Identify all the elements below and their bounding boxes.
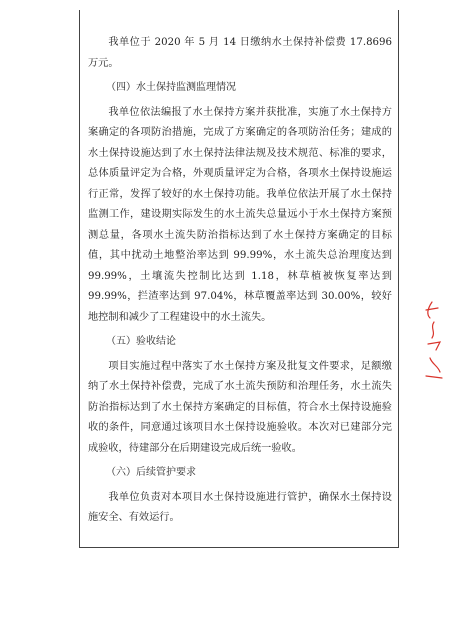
section-monitoring <box>88 78 392 328</box>
section-paragraph: 项目实施过程中落实了水土保持方案及批复文件要求，足额缴纳了水土保持补偿费，完成了水土流失预防和治理任务，水土流失防治指标达到了水土保持方案确定的目标值，符合水土保持设施验收的条件，同意通过该项目水土保持设施验收。本次对已建部分完成验收，待建部分在后期建设完成后统一验收。 <box>88 360 392 454</box>
intro-line: 我单位于 2020 年 5 月 14 日缴纳水土保持补偿费 17.8696 万元。 <box>88 37 392 69</box>
section-heading: （六）后续管护要求 <box>106 467 196 478</box>
section-paragraph: 我单位负责对本项目水土保持设施进行管护，确保水土保持设施安全、有效运行。 <box>88 491 392 523</box>
handwritten-mark-icon <box>420 298 450 383</box>
document-body <box>88 33 392 529</box>
section-paragraph: 我单位依法编报了水土保持方案并获批准，实施了水土保持方案确定的各项防治措施，完成了方案确定的各项防治任务；建成的水土保持设施达到了水土保持法律法规及技术规范、标准的要求，总体质量评定为合格，外观质量评定为合格，各项水土保持设施运行正常，发挥了较好的水土保持功能。我单位依法开展了水土保持监测工作，建设期实际发生的水土流失总量远小于水土保持方案预测总量，各项水土流失防治指标达到了水土保持方案确定的目标值，其中扰动土地整治率达到 99.99%，水土流失总治理度达到 99.99%，土壤流失控制比达到 1.18，林草植被恢复率达到 99.99%，拦渣率达到 97.04%，林草覆盖率达到 30.00%，较好地控制和减少了工程建设中的水土流失。 <box>88 106 392 323</box>
section-heading: （四）水土保持监测监理情况 <box>106 82 236 93</box>
section-heading: （五）验收结论 <box>106 336 176 347</box>
section-maintenance <box>88 463 392 529</box>
section-conclusion <box>88 332 392 459</box>
